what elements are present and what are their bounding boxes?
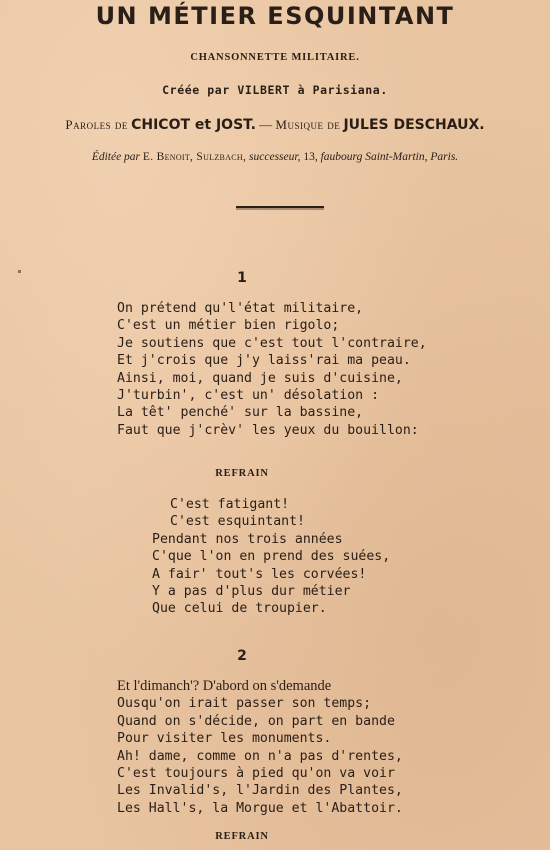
publisher-address: faubourg Saint-Martin, Paris.	[320, 151, 459, 163]
verse-line: Et l'dimanch'? D'abord on s'demande	[117, 678, 332, 694]
stanza-1-number: 1	[237, 270, 247, 286]
author-credits	[0, 117, 550, 133]
verse-line: J'turbin', c'est un' désolation :	[117, 388, 380, 404]
refrain-2-label: REFRAIN	[215, 831, 269, 842]
refrain-line: Que celui de troupier.	[152, 601, 327, 617]
refrain-line: C'est esquintant!	[170, 514, 305, 530]
refrain-1-label: REFRAIN	[215, 468, 269, 479]
stanza-1	[117, 300, 427, 439]
divider-rule	[236, 206, 324, 208]
verse-line: Les Invalid's, l'Jardin des Plantes,	[117, 783, 403, 799]
creation-credit: Créée par VILBERT à Parisiana.	[162, 83, 388, 97]
publisher-names: E. Benoit, Sulzbach,	[142, 151, 247, 163]
composer: JULES DESCHAUX.	[343, 117, 485, 133]
street-number: 13,	[303, 151, 318, 163]
refrain-line: C'est fatigant!	[170, 497, 290, 512]
song-subtitle: CHANSONNETTE MILITAIRE.	[190, 52, 360, 63]
credits-dash: —	[255, 117, 276, 132]
verse-line: La têt' penché' sur la bassine,	[117, 405, 364, 421]
verse-line: Ainsi, moi, quand je suis d'cuisine,	[117, 370, 403, 386]
refrain-line: Y a pas d'plus dur métier	[152, 584, 351, 600]
edited-by-label: Éditée par	[91, 151, 141, 163]
verse-line: Les Hall's, la Morgue et l'Abattoir.	[117, 800, 403, 816]
verse-line: Faut que j'crèv' les yeux du bouillon:	[117, 422, 419, 438]
refrain-1	[152, 496, 390, 618]
lyricists: CHICOT et JOST.	[131, 117, 256, 133]
refrain-line: C'que l'on en prend des suées,	[152, 549, 391, 565]
song-title: UN MÉTIER ESQUINTANT	[95, 2, 455, 30]
verse-line: C'est toujours à pied qu'on va voir	[117, 766, 395, 782]
refrain-line: A fair' tout's les corvées!	[152, 566, 367, 582]
music-label: Musique de	[275, 117, 341, 132]
verse-line: Ousqu'on irait passer son temps;	[117, 696, 372, 712]
refrain-line: Pendant nos trois années	[152, 531, 343, 547]
paper-speck	[18, 270, 21, 273]
verse-line: Quand on s'décide, on part en bande	[117, 713, 395, 729]
stanza-2-number: 2	[237, 648, 247, 664]
verse-line: C'est un métier bien rigolo;	[117, 318, 340, 334]
successor-label: successeur,	[249, 151, 301, 163]
verse-line: Ah! dame, comme on n'a pas d'rentes,	[117, 748, 403, 764]
publisher-line	[0, 151, 550, 163]
verse-line: Et j'crois que j'y laiss'rai ma peau.	[117, 353, 411, 369]
verse-line: Pour visiter les monuments.	[117, 731, 332, 747]
verse-line: Je soutiens que c'est tout l'contraire,	[117, 335, 427, 351]
verse-line: On prétend qu'l'état militaire,	[117, 301, 364, 316]
lyrics-label: Paroles de	[65, 117, 128, 132]
stanza-2	[117, 678, 403, 817]
